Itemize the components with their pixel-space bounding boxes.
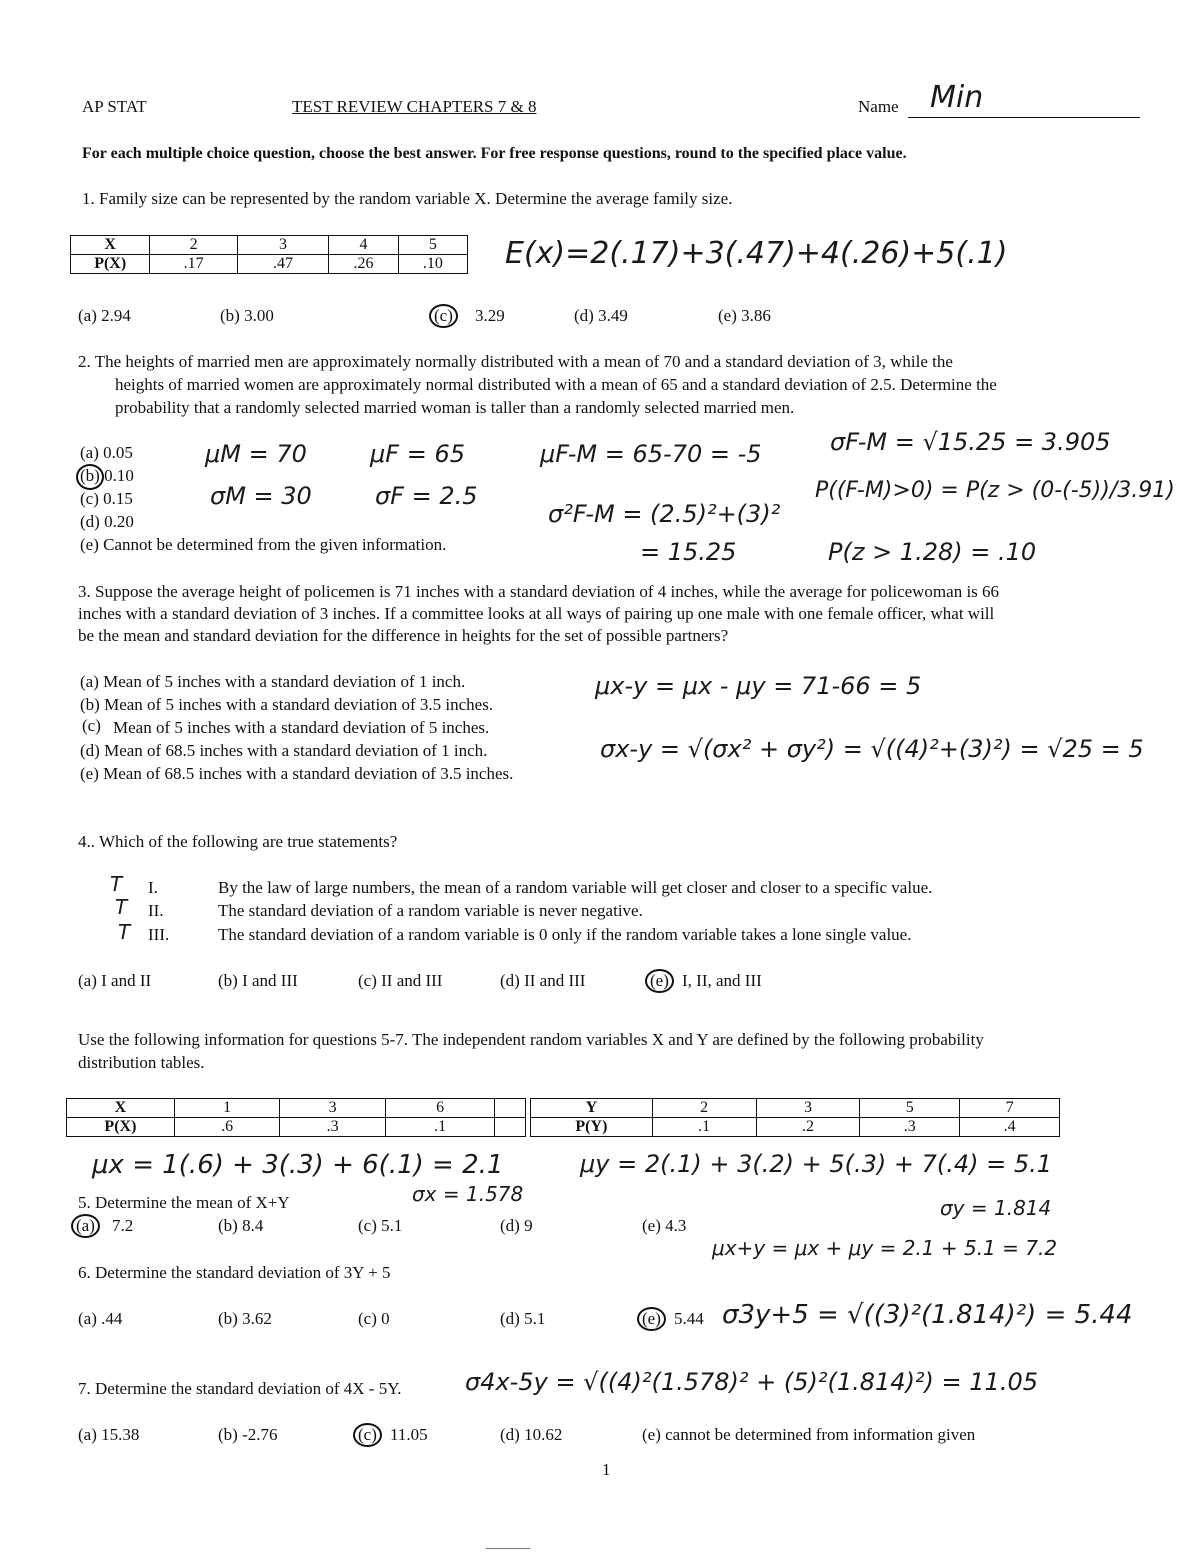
q2-work-variance-value: = 15.25 — [640, 538, 737, 566]
q4-statement-2: The standard deviation of a random variable is never negative. — [218, 901, 643, 920]
q3-option-e: (e) Mean of 68.5 inches with a standard deviation of 3.5 inches. — [80, 764, 514, 783]
name-underline — [908, 117, 1140, 118]
q3-option-c-circled: (c) — [82, 716, 101, 735]
q2-work-result: P(z > 1.28) = .10 — [828, 538, 1037, 566]
q5-7-intro-line: distribution tables. — [78, 1053, 205, 1072]
q1-option-a: (a) 2.94 — [78, 306, 131, 325]
page-title: TEST REVIEW CHAPTERS 7 & 8 — [292, 97, 537, 116]
y-table-cell: .1 — [652, 1118, 756, 1137]
q2-work-mu-diff: μF-M = 65-70 = -5 — [540, 440, 762, 468]
q7-option-e: (e) cannot be determined from information given — [642, 1425, 976, 1444]
x-table-cell: 6 — [385, 1099, 495, 1118]
q5-work-sigma-y: σy = 1.814 — [940, 1196, 1052, 1220]
q1-cell: X — [71, 236, 150, 255]
q6-option-e-circled: (e) — [637, 1307, 666, 1331]
x-table-cell: X — [67, 1099, 175, 1118]
q1-work: E(x)=2(.17)+3(.47)+4(.26)+5(.1) — [505, 236, 1008, 271]
x-table-spacer — [495, 1099, 526, 1118]
q1-cell: .47 — [237, 255, 328, 274]
x-table-cell: P(X) — [67, 1118, 175, 1137]
q4-option-b: (b) I and III — [218, 971, 298, 990]
q1-distribution-table — [70, 235, 468, 274]
q5-option-d: (d) 9 — [500, 1216, 533, 1235]
q1-cell: 5 — [398, 236, 467, 255]
q6-option-b: (b) 3.62 — [218, 1309, 272, 1328]
y-table-cell: 5 — [860, 1099, 960, 1118]
q3-option-c-text: Mean of 5 inches with a standard deviation of 5 inches. — [113, 718, 490, 737]
q4-mark-1: T — [110, 872, 123, 896]
q1-option-b: (b) 3.00 — [220, 306, 274, 325]
instructions: For each multiple choice question, choose the best answer. For free response questions, round to the specified place value. — [82, 145, 907, 162]
q2-text-line: probability that a randomly selected married woman is taller than a randomly selected married men. — [115, 398, 795, 417]
name-label: Name — [858, 97, 899, 116]
y-table-cell: 2 — [652, 1099, 756, 1118]
x-distribution-table — [66, 1098, 526, 1137]
y-distribution-table — [530, 1098, 1060, 1137]
q2-work-probability: P((F-M)>0) = P(z > (0-(-5))/3.91) — [815, 478, 1175, 503]
q1-cell: 3 — [237, 236, 328, 255]
x-table-cell: .3 — [280, 1118, 386, 1137]
y-table-cell: P(Y) — [531, 1118, 653, 1137]
y-table-cell: .2 — [756, 1118, 860, 1137]
q2-text-line: 2. The heights of married men are approximately normally distributed with a mean of 70 and a standard deviation of 3, while the — [78, 352, 953, 371]
x-table-cell: 3 — [280, 1099, 386, 1118]
q3-text-line: 3. Suppose the average height of policemen is 71 inches with a standard deviation of 4 inches, while the average for policewoman is 66 — [78, 582, 1000, 601]
q2-option-e: (e) Cannot be determined from the given information. — [80, 535, 447, 554]
q2-answer-circle — [76, 464, 104, 490]
q5-option-b: (b) 8.4 — [218, 1216, 264, 1235]
q3-work-mean: μx-y = μx - μy = 71-66 = 5 — [595, 672, 922, 700]
q6-option-d: (d) 5.1 — [500, 1309, 546, 1328]
y-table-cell: .4 — [960, 1118, 1060, 1137]
q1-option-c-circled: (c) — [429, 304, 458, 328]
q2-option-b: (b) 0.10 — [80, 466, 134, 485]
name-handwritten: Min — [930, 80, 984, 115]
q3-option-a: (a) Mean of 5 inches with a standard deviation of 1 inch. — [80, 672, 466, 691]
q4-option-e-text: I, II, and III — [682, 971, 762, 990]
q1-cell: .17 — [150, 255, 237, 274]
x-table-spacer — [495, 1118, 526, 1137]
q5-work-sigma-x: σx = 1.578 — [412, 1182, 524, 1206]
q5-option-a-circled: (a) — [71, 1214, 100, 1238]
q6-text: 6. Determine the standard deviation of 3Y + 5 — [78, 1263, 391, 1282]
q7-option-d: (d) 10.62 — [500, 1425, 563, 1444]
q7-option-b: (b) -2.76 — [218, 1425, 278, 1444]
course-label: AP STAT — [82, 97, 147, 116]
q4-mark-3: T — [118, 920, 131, 944]
q1-cell: P(X) — [71, 255, 150, 274]
q2-option-d: (d) 0.20 — [80, 512, 134, 531]
q1-option-e: (e) 3.86 — [718, 306, 771, 325]
q4-option-d: (d) II and III — [500, 971, 586, 990]
q7-option-c-value: 11.05 — [390, 1425, 428, 1444]
q4-numeral-3: III. — [148, 925, 170, 944]
q5-work-sum: μx+y = μx + μy = 2.1 + 5.1 = 7.2 — [712, 1236, 1058, 1260]
q1-cell: .26 — [329, 255, 398, 274]
q5-text: 5. Determine the mean of X+Y — [78, 1193, 290, 1212]
q3-text-line: be the mean and standard deviation for the difference in heights for the set of possible partners? — [78, 626, 729, 645]
q6-option-a: (a) .44 — [78, 1309, 123, 1328]
q4-mark-2: T — [115, 895, 128, 919]
q7-text: 7. Determine the standard deviation of 4X - 5Y. — [78, 1379, 402, 1398]
q1-text: 1. Family size can be represented by the random variable X. Determine the average family size. — [82, 189, 733, 208]
q2-work-sigma-diff: σF-M = √15.25 = 3.905 — [830, 428, 1111, 456]
y-table-cell: 7 — [960, 1099, 1060, 1118]
y-table-cell: 3 — [756, 1099, 860, 1118]
q2-work-variance: σ²F-M = (2.5)²+(3)² — [548, 500, 781, 528]
q3-text-line: inches with a standard deviation of 3 inches. If a committee looks at all ways of pairing up one male with one female officer, what will — [78, 604, 995, 623]
y-table-cell: Y — [531, 1099, 653, 1118]
q5-7-intro-line: Use the following information for questions 5-7. The independent random variables X and Y are defined by the following probability — [78, 1030, 984, 1049]
q3-option-b: (b) Mean of 5 inches with a standard deviation of 3.5 inches. — [80, 695, 494, 714]
q5-option-e: (e) 4.3 — [642, 1216, 687, 1235]
q4-numeral-2: II. — [148, 901, 164, 920]
q7-option-c-circled: (c) — [353, 1423, 382, 1447]
q4-text: 4.. Which of the following are true statements? — [78, 832, 398, 851]
q7-work: σ4x-5y = √((4)²(1.578)² + (5)²(1.814)²) = 11.05 — [465, 1368, 1038, 1396]
q4-option-c: (c) II and III — [358, 971, 443, 990]
q5-work-mean-x: μx = 1(.6) + 3(.3) + 6(.1) = 2.1 — [92, 1150, 504, 1180]
q3-option-d: (d) Mean of 68.5 inches with a standard deviation of 1 inch. — [80, 741, 488, 760]
q6-option-e-value: 5.44 — [674, 1309, 704, 1328]
q4-statement-3: The standard deviation of a random variable is 0 only if the random variable takes a lone single value. — [218, 925, 912, 944]
x-table-cell: 1 — [174, 1099, 280, 1118]
q4-option-e-circled: (e) — [645, 969, 674, 993]
q6-option-c: (c) 0 — [358, 1309, 390, 1328]
q2-option-c: (c) 0.15 — [80, 489, 133, 508]
q1-cell: 2 — [150, 236, 237, 255]
x-table-cell: .1 — [385, 1118, 495, 1137]
q2-work-mu-f: μF = 65 — [370, 440, 465, 468]
q5-option-a-value: 7.2 — [112, 1216, 134, 1235]
q4-numeral-1: I. — [148, 878, 158, 897]
q2-option-a: (a) 0.05 — [80, 443, 133, 462]
q2-work-mu-m: μM = 70 — [205, 440, 307, 468]
x-table-cell: .6 — [174, 1118, 280, 1137]
q4-statement-1: By the law of large numbers, the mean of a random variable will get closer and closer to a specific value. — [218, 878, 933, 897]
q5-work-mean-y: μy = 2(.1) + 3(.2) + 5(.3) + 7(.4) = 5.1 — [580, 1150, 1053, 1178]
q5-option-c: (c) 5.1 — [358, 1216, 403, 1235]
scan-mark — [486, 1548, 530, 1549]
q3-work-sd: σx-y = √(σx² + σy²) = √((4)²+(3)²) = √25 = 5 — [600, 735, 1144, 763]
page-number: 1 — [602, 1460, 611, 1479]
q2-work-sigma-m: σM = 30 — [210, 482, 312, 510]
q1-option-c-value: 3.29 — [475, 306, 505, 325]
q6-work: σ3y+5 = √((3)²(1.814)²) = 5.44 — [722, 1300, 1133, 1330]
q1-cell: 4 — [329, 236, 398, 255]
q7-option-a: (a) 15.38 — [78, 1425, 140, 1444]
y-table-cell: .3 — [860, 1118, 960, 1137]
q4-option-a: (a) I and II — [78, 971, 152, 990]
q2-text-line: heights of married women are approximately normal distributed with a mean of 65 and a standard deviation of 2.5. Determine the — [115, 375, 997, 394]
q1-option-d: (d) 3.49 — [574, 306, 628, 325]
q2-work-sigma-f: σF = 2.5 — [375, 482, 478, 510]
q1-cell: .10 — [398, 255, 467, 274]
